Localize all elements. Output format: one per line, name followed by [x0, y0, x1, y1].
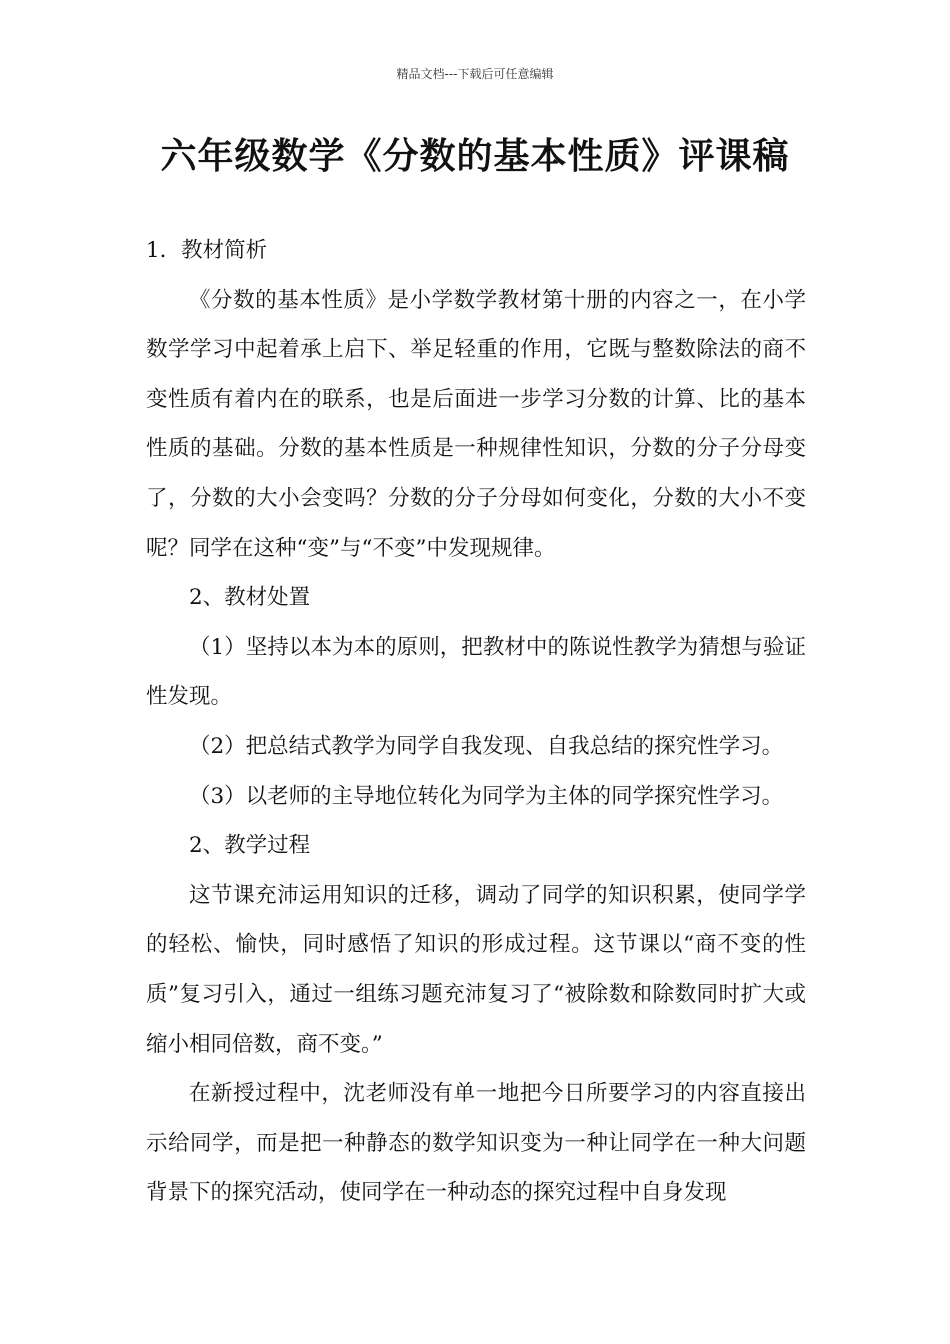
document-title: 六年级数学《分数的基本性质》评课稿: [160, 136, 790, 177]
list-item-handling-1: （1）坚持以本为本的原则，把教材中的陈说性教学为猜想与验证性发现。: [146, 634, 806, 710]
paragraph-teaching-process-2: 在新授过程中，沈老师没有单一地把今日所要学习的内容直接出示给同学，而是把一种静态的数学知识变为一种让同学在一种大问题背景下的探究活动，使同学在一种动态的探究过程中自身发现: [146, 1081, 806, 1206]
section-heading-textbook-analysis: 1．教材简析: [146, 238, 268, 263]
page-header: 精品文档---下载后可任意编辑: [396, 67, 554, 81]
section-heading-teaching-process: 2、教学过程: [189, 833, 311, 859]
list-item-handling-2: （2）把总结式教学为同学自我发现、自我总结的探究性学习。: [189, 733, 784, 759]
paragraph-textbook-analysis: 《分数的基本性质》是小学数学教材第十册的内容之一，在小学数学学习中起着承上启下、举足轻重的作用，它既与整数除法的商不变性质有着内在的联系，也是后面进一步学习分数的计算、比的基本性质的基础。分数的基本性质是一种规律性知识，分数的分子分母变了，分数的大小会变吗？分数的分子分母如何变化，分数的大小不变呢？同学在这种“变”与“不变”中发现规律。: [146, 287, 806, 561]
section-heading-textbook-handling: 2、教材处置: [189, 585, 311, 611]
document-body: [146, 226, 806, 1218]
list-item-handling-3: （3）以老师的主导地位转化为同学为主体的同学探究性学习。: [189, 783, 784, 809]
paragraph-teaching-process-1: 这节课充沛运用知识的迁移，调动了同学的知识积累，使同学学的轻松、愉快，同时感悟了知识的形成过程。这节课以“商不变的性质”复习引入，通过一组练习题充沛复习了“被除数和除数同时扩大或缩小相同倍数，商不变。”: [146, 882, 806, 1057]
